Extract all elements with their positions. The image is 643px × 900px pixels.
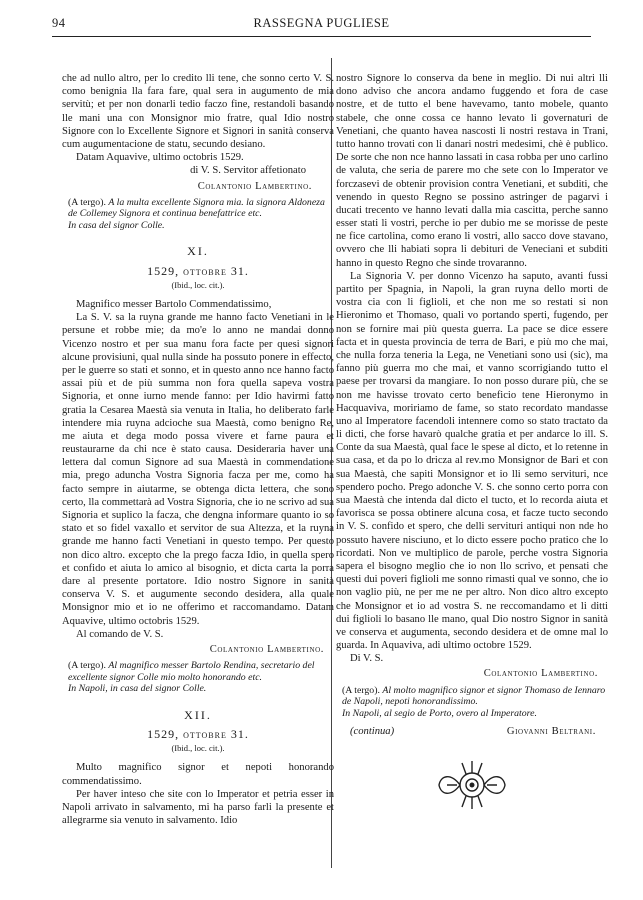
salutation: Multo magnifico signor et nepoti honorando commendatissimo.	[62, 762, 334, 787]
continuation-row	[336, 725, 608, 739]
address-note	[68, 197, 334, 232]
header-rule	[52, 36, 591, 37]
note-location: In Napoli, in casa del signor Colle.	[68, 683, 207, 695]
note-lead: (A tergo).	[68, 196, 106, 208]
address-note	[68, 660, 334, 695]
datam-line: Datam Aquavive, ultimo octobris 1529.	[76, 152, 244, 164]
address-note	[342, 685, 608, 720]
note-text: Al magnifico messer Bartolo Rendina, secretario del excellente signor Colle mio molto honorando etc.	[68, 660, 315, 683]
closing: Di V. S.	[350, 653, 384, 665]
right-column	[336, 72, 608, 870]
section-date: 1529, ottobre 31.	[147, 263, 249, 278]
signature: Colantonio Lambertino.	[209, 643, 324, 655]
letter-body-continued: nostro Signore lo conserva da bene in meglio. Di nui altri lli dono adviso che ancora andamo fuggendo et fora de case nostre, et de tutto el bene havevamo, tanto mobele, quanto stabele, che onne cossa ce hanno levato li governaturi de Venetiani, che quanto havea nascosti li nostri restava in Trani, tutto hanno trovati con li danari nostri medesimi, chè è publico. De sorte che non nce hanno lassati in casa robba per uno carlino de valuta, che seria de parere mo che sete con lo Imperator ve forczasevi de obtenir provision contra Venetiani, et subditi, che venendo in questo Regno se possino astringer de pagarvi i ducati trecento ve hanno levati dalla mia cascitta, perche sanno esser stati li vostri, perche io per dubio me se morisse de peste ne fice cartolina, como erano li vostri, allo sacco dove stavano, ovvero che lli habiati sopra li debituri de Veneciani et subditi hanno in questo Regno che sinde trovaranno.	[336, 73, 608, 269]
intro-paragraph: che ad nullo altro, per lo credito lli tene, che sonno certo V. S. como benignia lla fara fare, qual sera in augumento de mia servitù; et per non donarli tedio faczo fine, restandoli basando lle mani una con Monsignor mio fratre, qual Idio nostro Signore con lo Excellente Signore et Signori in sanità conserva cum augumentacione de statu, secundo desiano.	[62, 73, 334, 150]
section-number: XII.	[184, 707, 212, 722]
ornament-icon	[437, 757, 507, 813]
note-lead: (A tergo).	[68, 660, 106, 672]
section-source: (Ibid., loc. cit.).	[171, 279, 225, 290]
signature: Colantonio Lambertino.	[197, 180, 312, 192]
letter-paragraph: La Signoria V. per donno Vicenzo ha saputo, avanti fussi partito per Spagnia, in Napoli, la gran ruyna dello morti de vostra cia con li figlioli, et che non me so restati si non Hieronimo et Thomaso, quali vo portando sperti, fugendo, per non se fornire mai più questa guerra. La pace se dice essere facta et in questa provincia de terra de Bari, e più mo che mai, che nulla forza teneria la Lega, ne Venetiani sono usi (sic), ma fanno più guerra mo che mai, et vanno scorrigiando tutto el paese per trovarsi da mangiare. Io non posso durare più, che se non me havisse trovato certo beneficio tene Hieronymo in Hacquaviva, moririamo de fame, so stato recordato mandasse uno al Imperatore facendoli intennere como so stato tractato da li dicti, che forse havarò qualche gratia et per andarce lo ill. S. Conte da sua Maestà, qual face le spese al dicto, et lo retenne in sua casa, et da po lo dricza al rev.mo Monsignor de Bari et con sua Maestà, che sapiti Monsignor et io lli semo servituri, nce spendero pocho. Prego adonche V. S. che sonno certo porra con sua Maestà che intenda dal dicto el tucto, et lo recorda aiuta et favorisca se possa obtinere alcuna cosa, et facze tucto secondo in V. S. confido et spero, che delli servituri antiqui non nde ho possuto havere nisciuno, et lo dicto essere pocho pratico che lo ricordati. Non ve multiplico de parole, perche vostra Signoria sapera el bisogno meglio che io non llo scrivo, et pensati che questi dui poveri figlioli me sonno rimasti qual ve sonno, che io non vaglio più, ne per me ne per altro. Non dico altro excepto che Monsignor et io ad vostra S. ne reccomandamo et li ditti dui figlioli lo basano lle mano, qual Dio nostro Signor in sanità ve conserva et augumenta, secondo desidera et de omne mal lo guarda. In Aquaviva, adi ultimo octobre 1529.	[336, 270, 608, 652]
letter-body: Per haver inteso che site con lo Imperator et petria esser in Napoli arrivato in salvamento, mi ha parso farli la presente et allegrarme sia venuto in salvamento. Idio	[62, 788, 334, 827]
running-header	[52, 16, 591, 36]
note-location: In casa del signor Colle.	[68, 219, 165, 231]
note-text: A la multa excellente Signora mia. la signora Aldoneza de Collemey Signora et continua benefattrice etc.	[68, 196, 325, 220]
signature: Colantonio Lambertino.	[483, 668, 598, 680]
closing: Al comando de V. S.	[76, 628, 164, 640]
section-number: XI.	[187, 244, 209, 259]
salutation: Magnifico messer Bartolo Commendatissimo,	[76, 299, 272, 311]
continua-label: (continua)	[350, 726, 395, 738]
left-column	[62, 72, 334, 870]
author-name: Giovanni Beltrani.	[506, 726, 596, 738]
running-title: RASSEGNA PUGLIESE	[253, 16, 390, 30]
section-source: (Ibid., loc. cit.).	[171, 743, 225, 754]
note-lead: (A tergo).	[342, 684, 380, 696]
section-date: 1529, ottobre 31.	[147, 727, 249, 742]
note-text: Al molto magnifico signor et signor Thomaso de Iennaro de Napoli, nepoti honorandissimo.	[342, 684, 606, 708]
letter-body: La S. V. sa la ruyna grande me hanno facto Venetiani in le persune et robbe mie; da mo'e lo anno ne mandai donno Vicenzo nostro et per sua manu fora facte per quesi signori alcune provisiuni, qual nulla sinde ha possuto ponere in effecto, per le guerre so stati et sonno, et in questo anno nce hanno facto assai più et de più summa non fora quella sapeva vostra Signoria, et onne iurno mende fanno: per Idio havirmi fatto gratia la Cesarea Maestà sia venuta in Italia, ho deliberato farle intendere mia ruyna adcioche sua Maestà, como benigno Re, me aiuta et dega modo possa vivere et farne paura et reustaurarne da chi nce è stato causa. Desideraria haver una lettera dal comun Signore ad sua Maestà in commendatione mia, prego aduncha Vostra Signoria facza per me, como ha facto sempre in aiutarme, se obtenga dicta lettera, che sono certo, lla commettarà ad Vostra Signoria, che io ne scrivo ad sua Signoria et suplico la facza, che dengna informare quanto io so stato et so fidel vaxallo et servitor de sua Altezza, et la ruyna grande me hanno facti Venetiani in questo tempo. Per questo non dico altro. excepto che la prego facza Idio, in quella spero et confido et aiuta lo amico al bisognio, et dicta carta la porra dare al presente portatore. Idio nostro Signore in sanità conserva V. S. et augumente secondo desidera, alla quale Monsignor mio et io ne offerimo et raccomandamo. Datam Aquavive, ultimo octobris 1529.	[62, 312, 334, 627]
page-number: 94	[52, 16, 66, 30]
servitor-line: di V. S. Servitor affetionato	[190, 165, 306, 177]
note-location: In Napoli, al segio de Porto, overo al Imperatore.	[342, 707, 537, 719]
